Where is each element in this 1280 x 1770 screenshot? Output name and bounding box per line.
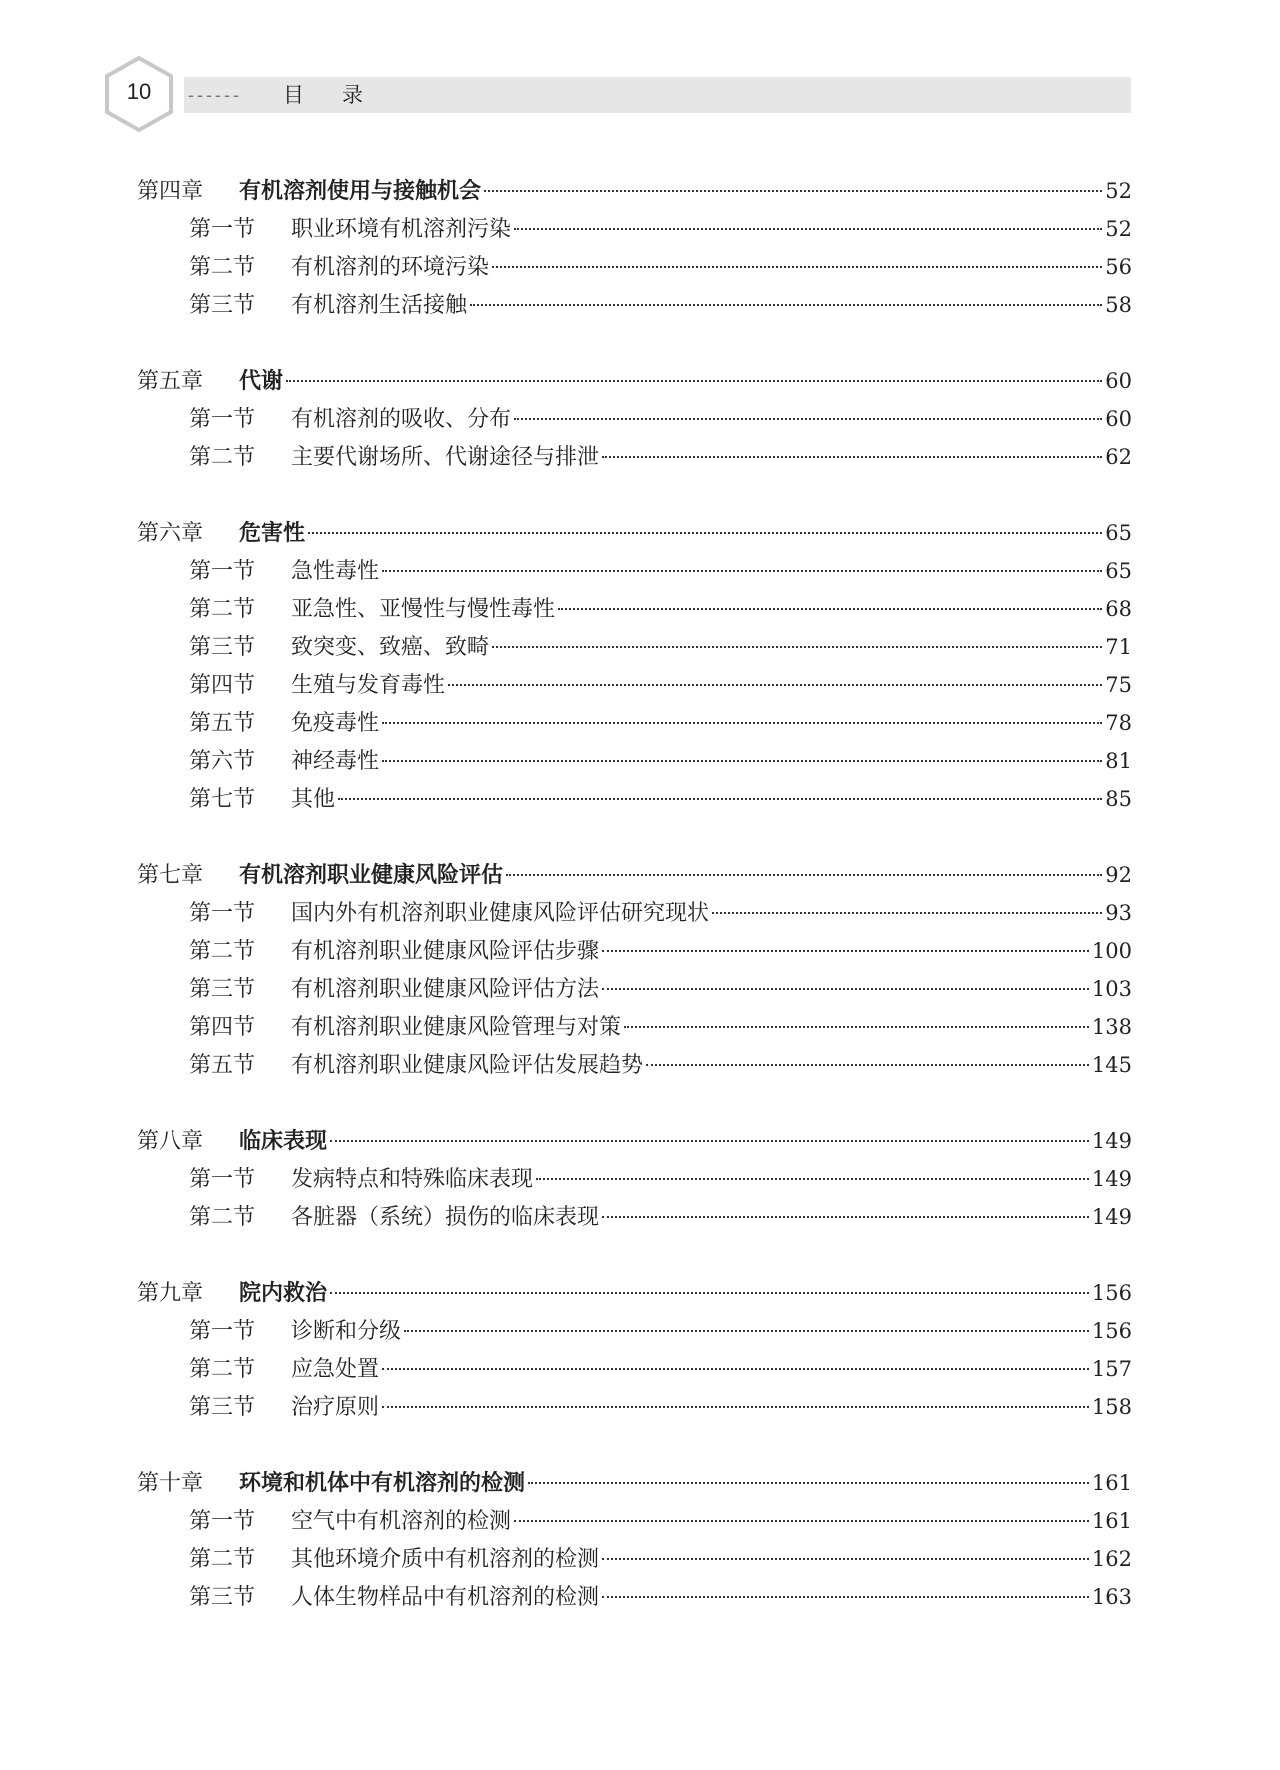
page-ref: 103 [1091,977,1132,1001]
page-ref: 156 [1091,1281,1132,1305]
dot-leader [514,228,1102,230]
dot-leader [602,1216,1089,1218]
section-number: 第三节 [189,1585,256,1610]
chapter-number: 第七章 [137,863,204,888]
chapter-title: 环境和机体中有机溶剂的检测 [239,1471,526,1496]
chapter-number: 第八章 [137,1129,204,1154]
section-title: 诊断和分级 [291,1319,402,1344]
toc-section-entry [137,1540,1132,1578]
chapter-number: 第九章 [137,1281,204,1306]
section-title: 神经毒性 [291,749,380,774]
chapter-number: 第五章 [137,369,204,394]
page-ref: 81 [1105,749,1132,773]
section-title: 国内外有机溶剂职业健康风险评估研究现状 [291,901,710,926]
section-number: 第二节 [189,1547,256,1572]
page-ref: 52 [1105,179,1132,203]
toc-section-entry [137,286,1132,324]
toc-section-entry [137,1350,1132,1388]
section-number: 第二节 [189,939,256,964]
section-title: 有机溶剂职业健康风险评估发展趋势 [291,1053,644,1078]
dot-leader [448,684,1102,686]
toc-section-entry [137,590,1132,628]
toc-section-entry [137,894,1132,932]
section-title: 致突变、致癌、致畸 [291,635,490,660]
chapter-title: 危害性 [239,521,306,546]
toc-section-entry [137,628,1132,666]
chapter-title: 临床表现 [239,1129,328,1154]
section-number: 第六节 [189,749,256,774]
page-ref: 62 [1105,445,1132,469]
toc-section-entry [137,1046,1132,1084]
page-ref: 58 [1105,293,1132,317]
section-number: 第三节 [189,293,256,318]
section-title: 有机溶剂职业健康风险管理与对策 [291,1015,622,1040]
page-ref: 156 [1091,1319,1132,1343]
dot-leader [382,1368,1089,1370]
page-ref: 138 [1091,1015,1132,1039]
section-number: 第二节 [189,1205,256,1230]
dot-leader [712,912,1102,914]
toc-section-entry [137,552,1132,590]
dot-leader [404,1330,1089,1332]
dot-leader [382,1406,1089,1408]
toc-chapter-entry [137,362,1132,400]
section-title: 免疫毒性 [291,711,380,736]
section-number: 第一节 [189,407,256,432]
page-ref: 60 [1105,407,1132,431]
section-number: 第五节 [189,711,256,736]
chapter-title: 有机溶剂使用与接触机会 [239,179,482,204]
dot-leader [492,266,1102,268]
dot-leader [338,798,1102,800]
toc-section-entry [137,742,1132,780]
toc-section-entry [137,1198,1132,1236]
page-header [100,55,1130,135]
page-ref: 161 [1091,1471,1132,1495]
page-number: 10 [126,79,152,104]
toc-chapter-entry [137,1122,1132,1160]
toc-chapter-entry [137,514,1132,552]
dot-leader [514,418,1102,420]
toc-section-entry [137,400,1132,438]
section-number: 第三节 [189,635,256,660]
section-number: 第三节 [189,1395,256,1420]
section-number: 第四节 [189,673,256,698]
section-title: 亚急性、亚慢性与慢性毒性 [291,597,556,622]
chapter-number: 第六章 [137,521,204,546]
page-ref: 71 [1105,635,1132,659]
dot-leader [602,1596,1089,1598]
page-ref: 65 [1105,559,1132,583]
page-ref: 162 [1091,1547,1132,1571]
section-number: 第二节 [189,255,256,280]
section-title: 急性毒性 [291,559,380,584]
section-number: 第一节 [189,1319,256,1344]
dot-leader [646,1064,1089,1066]
toc-chapter-entry [137,856,1132,894]
dot-leader [602,456,1102,458]
header-title: 目录 [283,83,401,107]
section-number: 第七节 [189,787,256,812]
table-of-contents [137,172,1132,1616]
toc-section-entry [137,780,1132,818]
section-title: 职业环境有机溶剂污染 [291,217,512,242]
page-ref: 93 [1105,901,1132,925]
dot-leader [492,646,1102,648]
page-ref: 149 [1091,1167,1132,1191]
section-title: 有机溶剂的环境污染 [291,255,490,280]
chapter-number: 第四章 [137,179,204,204]
page-ref: 158 [1091,1395,1132,1419]
chapter-title: 有机溶剂职业健康风险评估 [239,863,504,888]
page-ref: 52 [1105,217,1132,241]
section-title: 有机溶剂职业健康风险评估步骤 [291,939,600,964]
dot-leader [330,1292,1089,1294]
dot-leader [528,1482,1089,1484]
toc-chapter-entry [137,1274,1132,1312]
section-title: 其他环境介质中有机溶剂的检测 [291,1547,600,1572]
dot-leader [602,950,1089,952]
page-ref: 163 [1091,1585,1132,1609]
section-title: 生殖与发育毒性 [291,673,446,698]
toc-section-entry [137,248,1132,286]
section-number: 第二节 [189,1357,256,1382]
section-title: 有机溶剂生活接触 [291,293,468,318]
section-number: 第三节 [189,977,256,1002]
section-title: 空气中有机溶剂的检测 [291,1509,512,1534]
section-title: 各脏器（系统）损伤的临床表现 [291,1205,600,1230]
toc-section-entry [137,970,1132,1008]
page-ref: 60 [1105,369,1132,393]
page-ref: 78 [1105,711,1132,735]
page-ref: 92 [1105,863,1132,887]
dot-leader [382,570,1102,572]
dot-leader [514,1520,1089,1522]
dot-leader [382,760,1102,762]
toc-section-entry [137,1578,1132,1616]
toc-section-entry [137,1008,1132,1046]
dot-leader [506,874,1102,876]
dot-leader [308,532,1102,534]
page-ref: 149 [1091,1129,1132,1153]
toc-section-entry [137,1160,1132,1198]
header-dashes: ------ [188,85,242,105]
section-title: 其他 [291,787,336,812]
page-ref: 145 [1091,1053,1132,1077]
section-number: 第一节 [189,217,256,242]
chapter-title: 院内救治 [239,1281,328,1306]
toc-section-entry [137,1312,1132,1350]
section-number: 第一节 [189,1167,256,1192]
dot-leader [286,380,1102,382]
page-ref: 65 [1105,521,1132,545]
toc-section-entry [137,1502,1132,1540]
page-ref: 149 [1091,1205,1132,1229]
section-number: 第一节 [189,901,256,926]
chapter-title: 代谢 [239,369,284,394]
page-ref: 100 [1091,939,1132,963]
page-ref: 75 [1105,673,1132,697]
toc-section-entry [137,1388,1132,1426]
toc-section-entry [137,666,1132,704]
section-title: 人体生物样品中有机溶剂的检测 [291,1585,600,1610]
dot-leader [484,190,1102,192]
toc-chapter-entry [137,1464,1132,1502]
section-number: 第四节 [189,1015,256,1040]
section-title: 治疗原则 [291,1395,380,1420]
dot-leader [602,988,1089,990]
toc-section-entry [137,932,1132,970]
section-title: 主要代谢场所、代谢途径与排泄 [291,445,600,470]
dot-leader [624,1026,1089,1028]
page-ref: 161 [1091,1509,1132,1533]
dot-leader [382,722,1102,724]
toc-section-entry [137,704,1132,742]
page-ref: 56 [1105,255,1132,279]
dot-leader [602,1558,1089,1560]
section-title: 应急处置 [291,1357,380,1382]
dot-leader [558,608,1102,610]
toc-section-entry [137,438,1132,476]
section-number: 第二节 [189,445,256,470]
section-number: 第五节 [189,1053,256,1078]
section-number: 第一节 [189,559,256,584]
dot-leader [330,1140,1089,1142]
section-title: 发病特点和特殊临床表现 [291,1167,534,1192]
page-ref: 85 [1105,787,1132,811]
page-ref: 157 [1091,1357,1132,1381]
toc-chapter-entry [137,172,1132,210]
toc-section-entry [137,210,1132,248]
dot-leader [470,304,1102,306]
section-title: 有机溶剂的吸收、分布 [291,407,512,432]
chapter-number: 第十章 [137,1471,204,1496]
section-title: 有机溶剂职业健康风险评估方法 [291,977,600,1002]
section-number: 第二节 [189,597,256,622]
dot-leader [536,1178,1089,1180]
page-ref: 68 [1105,597,1132,621]
section-number: 第一节 [189,1509,256,1534]
